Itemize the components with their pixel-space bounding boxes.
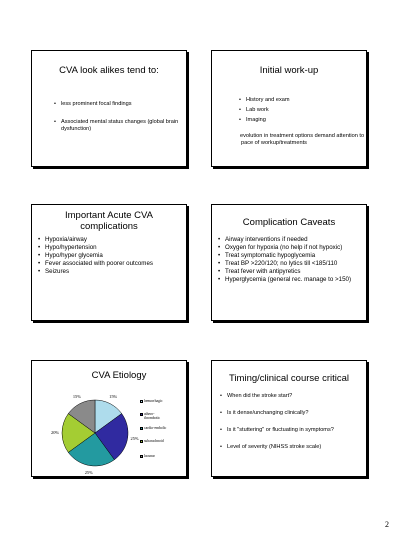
list-item: • Oxygen for hypoxia (no help if not hypoxic): [218, 244, 364, 252]
list-item: • Is it "stuttering" or fluctuating in symptoms?: [220, 427, 364, 434]
legend-entry: [140, 454, 155, 458]
slide-1: [31, 50, 187, 167]
list-item: • Associated mental status changes (global brain dysfunction): [54, 119, 182, 133]
slide-2: [211, 50, 367, 167]
legend-swatch: [140, 440, 143, 443]
slide-title-line: Important Acute CVA: [64, 210, 153, 221]
list-item: • Level of severity (NIHSS stroke scale): [220, 444, 364, 451]
slide-title-line: complications: [80, 221, 138, 232]
legend-swatch: [140, 400, 143, 403]
pie-slice-label: 15%: [72, 394, 81, 400]
list-item: • Treat BP >220/120; no lytics till <185/110: [218, 260, 364, 268]
legend-label: cardio-embolic: [144, 426, 167, 430]
bullet-list: [218, 236, 364, 285]
list-item: • Seizures: [38, 268, 184, 276]
list-item: • Lab work: [239, 107, 359, 114]
legend-entry: [140, 399, 163, 403]
list-item: • Hyperglycemia (general rec. manage to >150): [218, 276, 364, 284]
slide-3: [31, 204, 187, 321]
list-item: • Treat symptomatic hypoglycemia: [218, 252, 364, 260]
list-item: • History and exam: [239, 97, 359, 104]
legend-swatch: [140, 427, 143, 430]
pie-slice-label: 20%: [51, 430, 60, 435]
legend-swatch: [140, 413, 143, 416]
chart-title: CVA Etiology: [91, 370, 147, 381]
list-item: • Hypoxia/airway: [38, 236, 184, 244]
list-item: • less prominent focal findings: [54, 101, 182, 108]
slide-title: CVA look alikes tend to:: [59, 65, 159, 76]
slide-5: [31, 360, 187, 477]
list-item: • Treat fever with antipyretics: [218, 268, 364, 276]
slide-4: [211, 204, 367, 321]
slide-title: [32, 210, 186, 232]
legend-label: athero-thrombotic: [144, 412, 161, 421]
page-number: 2: [385, 520, 389, 529]
pie-slice-label: 25%: [84, 469, 93, 475]
legend-swatch: [140, 455, 143, 458]
slide-6: [211, 360, 367, 477]
legend-entry: [140, 426, 166, 430]
legend-entry: [140, 439, 164, 443]
list-item: • Fever associated with poorer outcomes: [38, 260, 184, 268]
list-item: • Hypo/hyper glycemia: [38, 252, 184, 260]
list-item: • Hypo/hypertension: [38, 244, 184, 252]
slide-title: Timing/clinical course critical: [228, 373, 349, 384]
slide-title: Initial work-up: [259, 65, 319, 76]
bullet-list: [239, 97, 359, 124]
legend-label: subarachnoid: [144, 439, 164, 443]
legend-label: lacunar: [144, 454, 155, 458]
bullet-list: [38, 236, 184, 276]
legend-label: hemorrhagic: [144, 399, 163, 403]
list-item: • Is it dense/unchanging clinically?: [220, 410, 364, 417]
pie-slice-label: 15%: [109, 394, 118, 400]
pie-slice-label: 25%: [130, 436, 139, 442]
list-item: • Imaging: [239, 117, 359, 124]
list-item: • When did the stroke start?: [220, 393, 364, 400]
slide-title: Complication Caveats: [242, 217, 336, 228]
legend-entry: [140, 412, 166, 420]
slide-note: evolution in treatment options demand attention to pace of workup/treatments: [240, 133, 365, 146]
list-item: • Airway interventions if needed: [218, 236, 364, 244]
bullet-list: [54, 101, 182, 133]
bullet-list: [220, 393, 364, 451]
